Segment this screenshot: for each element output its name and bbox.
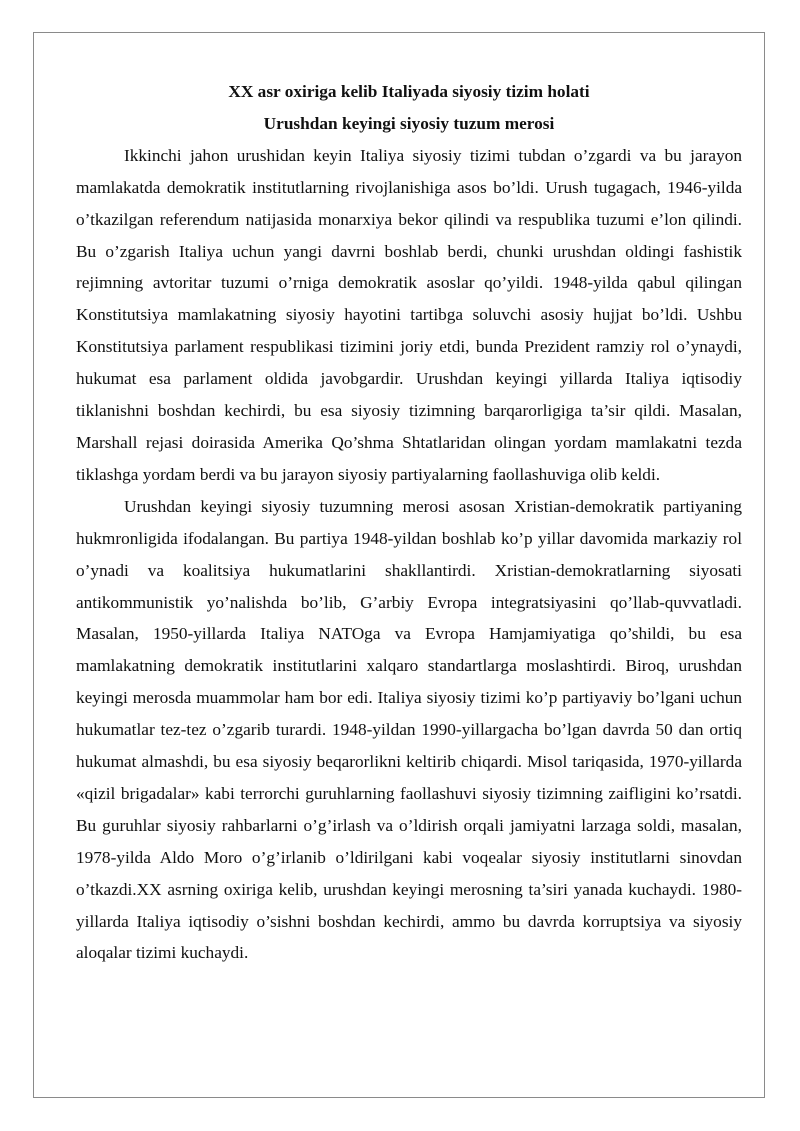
- paragraph-2: Urushdan keyingi siyosiy tuzumning merosi asosan Xristian-demokratik partiyaning hukmronligida ifodalangan. Bu partiya 1948-yildan boshlab ko’p yillar davomida markaziy rol o’ynadi va koalitsiya hukumatlarini shakllantirdi. Xristian-demokratlarning siyosati antikommunistik yo’nalishda bo’lib, G’arbiy Evropa integratsiyasini qo’llab-quvvatladi. Masalan, 1950-yillarda Italiya NATOga va Evropa Hamjamiyatiga qo’shildi, bu esa mamlakatning demokratik institutlarini xalqaro standartlarga moslashtirdi. Biroq, urushdan keyingi merosda muammolar ham bor edi. Italiya siyosiy tizimi ko’p partiyaviy bo’lgani uchun hukumatlar tez-tez o’zgarib turardi. 1948-yildan 1990-yillargacha bo’lgan davrda 50 dan ortiq hukumat almashdi, bu esa siyosiy beqarorlikni keltirib chiqardi. Misol tariqasida, 1970-yillarda «qizil brigadalar» kabi terrorchi guruhlarning faollashuvi siyosiy tizimning zaifligini ko’rsatdi. Bu guruhlar siyosiy rahbarlarni o’g’irlash va o’ldirish orqali jamiyatni larzaga soldi, masalan, 1978-yilda Aldo Moro o’g’irlanib o’ldirilgani kabi voqealar siyosiy institutlarni sinovdan o’tkazdi.XX asrning oxiriga kelib, urushdan keyingi merosning ta’siri yanada kuchaydi. 1980-yillarda Italiya iqtisodiy o’sishni boshdan kechirdi, ammo bu davrda korruptsiya va siyosiy aloqalar tizimi kuchaydi.: [76, 496, 742, 963]
- paragraph-1: Ikkinchi jahon urushidan keyin Italiya siyosiy tizimi tubdan o’zgardi va bu jarayon mamlakatda demokratik institutlarning rivojlanishiga asos bo’ldi. Urush tugagach, 1946-yilda o’tkazilgan referendum natijasida monarxiya bekor qilindi va respublika tuzumi e’lon qilindi. Bu o’zgarish Italiya uchun yangi davrni boshlab berdi, chunki urushdan oldingi fashistik rejimning avtoritar tuzumi o’rniga demokratik asoslar qo’yildi. 1948-yilda qabul qilingan Konstitutsiya mamlakatning siyosiy hayotini tartibga soluvchi asosiy hujjat bo’ldi. Ushbu Konstitutsiya parlament respublikasi tizimini joriy etdi, bunda Prezident ramziy rol o’ynaydi, hukumat esa parlament oldida javobgardir. Urushdan keyingi yillarda Italiya iqtisodiy tiklanishni boshdan kechirdi, bu esa siyosiy tizimning barqarorligiga ta’sir qildi. Masalan, Marshall rejasi doirasida Amerika Qo’shma Shtatlaridan olingan yordam mamlakatni tezda tiklashga yordam berdi va bu jarayon siyosiy partiyalarning faollashuviga olib keldi.: [76, 145, 742, 484]
- document-body: [76, 76, 742, 969]
- document-title: XX asr oxiriga kelib Italiyada siyosiy tizim holati: [228, 82, 590, 101]
- section-heading: Urushdan keyingi siyosiy tuzum merosi: [263, 113, 555, 133]
